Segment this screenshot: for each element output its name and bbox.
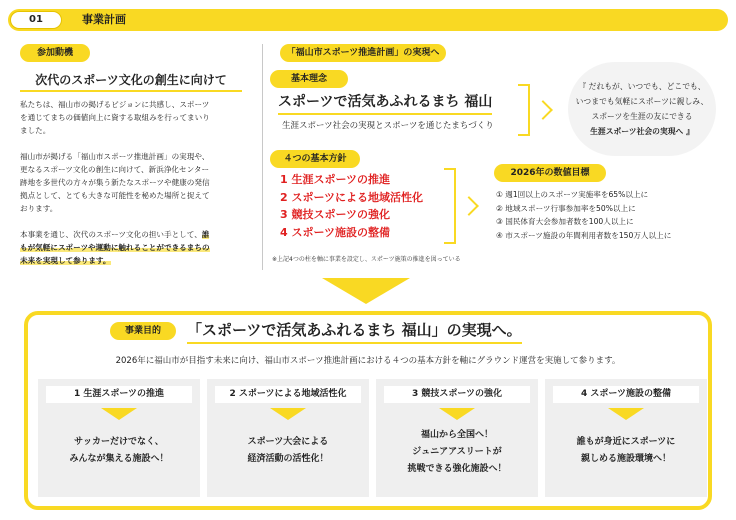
policy-item: 2 スポーツによる地域活性化 — [280, 190, 424, 204]
policies-list — [280, 171, 423, 241]
down-triangle-icon — [439, 408, 475, 420]
policy-item: 4 スポーツ施設の整備 — [280, 225, 391, 239]
down-triangle-icon — [608, 408, 644, 420]
section-title: 事業計画 — [82, 13, 126, 26]
quote-line: 生涯スポーツ社会の実現へ 』 — [590, 127, 694, 136]
card-text: スポーツ大会による — [247, 437, 329, 447]
philosophy-bracket — [518, 84, 530, 136]
target-item: ② 地域スポーツ行事参加率を50%以上に — [496, 203, 636, 213]
purpose-card — [376, 379, 538, 497]
purpose-card — [207, 379, 369, 497]
purpose-tag: 事業目的 — [110, 322, 176, 340]
target-item: ④ 市スポーツ施設の年間利用者数を150万人以上に — [496, 230, 672, 240]
purpose-card — [545, 379, 707, 497]
card-text: 挑戦できる強化施設へ！ — [407, 464, 507, 474]
section-number: 01 — [10, 11, 62, 29]
quote-line: 『 だれもが、いつでも、どこでも、 — [578, 82, 706, 91]
purpose-title: 「スポーツで活気あふれるまち 福山」の実現へ。 — [187, 318, 522, 344]
basic-philosophy-subtitle: 生涯スポーツ社会の実現とスポーツを通じたまちづくり — [282, 121, 494, 131]
target-item: ③ 国民体育大会参加者数を100人以上に — [496, 217, 634, 226]
motivation-paragraph-1: 私たちは、福山市の掲げるビジョンに共感し、スポーツ を通じてまちの価値向上に資する取組みを行ってまいり ました。 — [20, 100, 210, 135]
motivation-paragraph-3: 本事業を通じ、次代のスポーツ文化の担い手として、誰 もが気軽にスポーツや運動に触れることができるまちの 未来を実現して参ります。 — [20, 230, 210, 265]
basic-philosophy-slogan: スポーツで活気あふれるまち 福山 — [278, 92, 492, 115]
card-title: 2 スポーツによる地域活性化 — [215, 386, 361, 403]
motivation-paragraph-2: 福山市が掲げる「福山市スポーツ推進計画」の実現や、 更なるスポーツ文化の創生に向けて、新浜浄化センター 跡地を多世代の方々が集う新たなスポーツや健康の発信 拠点として、とても大きな可能性を秘めた場所と捉えて おります。 — [20, 152, 210, 213]
card-text: 経済活動の活性化！ — [247, 454, 329, 464]
targets-list — [496, 188, 671, 242]
target-item: ① 週1回以上のスポーツ実施率を65%以上に — [496, 190, 649, 199]
card-text: みんなが集える施設へ！ — [69, 454, 169, 464]
quote-line: いつまでも気軽にスポーツに親しみ、 — [575, 97, 709, 106]
card-text: 親しめる施設環境へ！ — [580, 454, 671, 464]
policy-item: 1 生涯スポーツの推進 — [280, 173, 391, 186]
purpose-card — [38, 379, 200, 497]
card-text: 福山から全国へ！ — [420, 430, 493, 440]
down-arrow-icon — [322, 278, 410, 304]
down-triangle-icon — [270, 408, 306, 420]
motivation-heading: 次代のスポーツ文化の創生に向けて — [20, 70, 242, 92]
policies-tag: ４つの基本方針 — [270, 150, 360, 168]
card-title: 1 生涯スポーツの推進 — [46, 386, 192, 403]
policies-bracket — [444, 168, 456, 244]
quote-line: スポーツを生涯の友にできる — [591, 112, 693, 121]
chevron-right-icon — [533, 100, 553, 120]
plan-tag: 「福山市スポーツ推進計画」の実現へ — [280, 44, 446, 62]
column-divider — [262, 44, 263, 270]
purpose-subtitle: 2026年に福山市が目指す未来に向け、福山市スポーツ推進計画における４つの基本方針を軸にグラウンド運営を実施して参ります。 — [115, 356, 621, 366]
targets-tag: 2026年の数値目標 — [494, 164, 606, 182]
quote-bubble — [568, 62, 716, 156]
chevron-right-icon — [459, 196, 479, 216]
policy-item: 3 競技スポーツの強化 — [280, 208, 391, 221]
basic-philosophy-tag: 基本理念 — [270, 70, 348, 88]
card-text: 誰もが身近にスポーツに — [576, 437, 676, 447]
down-triangle-icon — [101, 408, 137, 420]
card-title: 4 スポーツ施設の整備 — [553, 386, 699, 403]
plan-note: ※上記4つの柱を軸に事業を設定し、スポーツ施策の推進を図っている — [272, 256, 461, 263]
motivation-tag: 参加動機 — [20, 44, 90, 62]
card-text: サッカーだけでなく、 — [74, 437, 164, 447]
card-text: ジュニアアスリートが — [412, 447, 502, 457]
card-title: 3 競技スポーツの強化 — [384, 386, 530, 403]
